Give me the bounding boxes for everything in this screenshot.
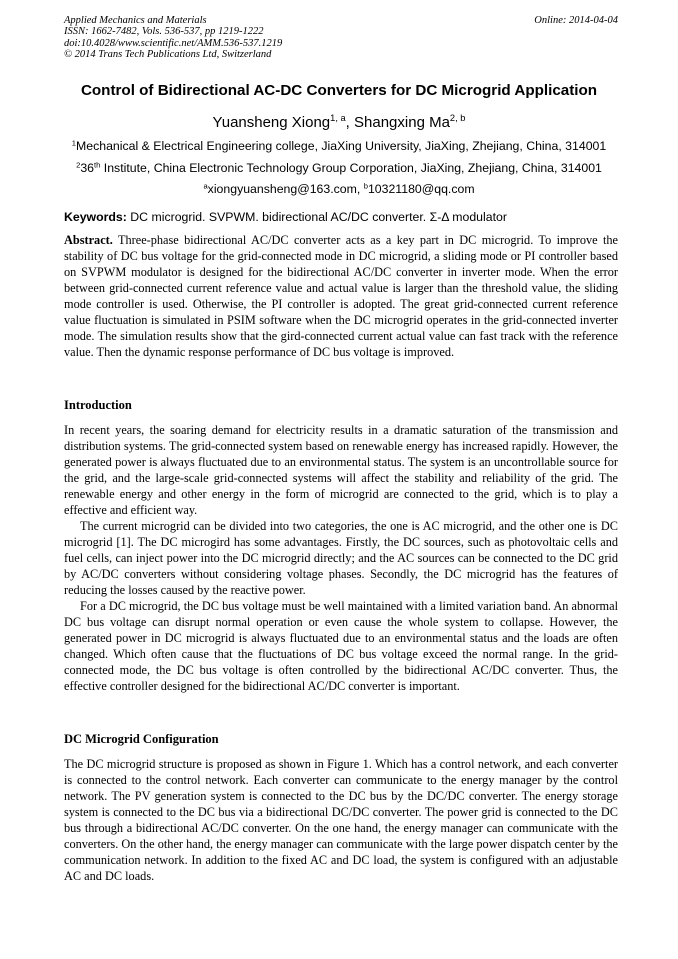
- introduction-heading: Introduction: [64, 398, 132, 412]
- affiliation-2: [0, 161, 678, 175]
- author-2-sup: 2, b: [449, 113, 466, 124]
- affiliation-2-sup: 2: [76, 160, 81, 170]
- keywords: [64, 210, 618, 224]
- abstract: [64, 232, 618, 360]
- configuration-heading: DC Microgrid Configuration: [64, 732, 219, 746]
- journal-header: [64, 15, 618, 61]
- author-1-sup: 1, a: [330, 113, 346, 124]
- configuration-paragraph-1: The DC microgrid structure is proposed as shown in Figure 1. Which has a control network, and each converter is connected to the control network. Each converter can communicate to the energy manager by the control network. The PV generation system is connected to the DC bus by the DC/DC converter. The energy storage system is connected to the DC bus via a bidirectional DC/DC converter. The power grid is connected to the DC bus through a bidirectional AC/DC converter. On the one hand, the energy manager can communicate with the converters. On the other hand, the energy manager can communicate with the large power dispatch center by the communication network. In addition to the fixed AC and DC load, the system is configured with an adjustable AC and DC loads.: [64, 757, 618, 883]
- author-separator: ,: [345, 114, 355, 131]
- keywords-label: Keywords:: [64, 210, 127, 224]
- email-b-sup: b: [363, 181, 368, 191]
- author-1: Yuansheng Xiong: [212, 114, 331, 131]
- copyright-line: © 2014 Trans Tech Publications Ltd, Switzerland: [64, 49, 272, 61]
- abstract-label: Abstract.: [64, 233, 113, 247]
- author-line: [0, 114, 678, 131]
- affiliation-1: [0, 139, 678, 153]
- author-2: Shangxing Ma: [354, 114, 450, 131]
- affiliation-1-sup: 1: [71, 138, 77, 148]
- email-a-sup: a: [203, 181, 208, 191]
- affiliation-2-th: th: [94, 160, 101, 170]
- introduction-paragraph-3-text: For a DC microgrid, the DC bus voltage must be well maintained with a limited variation band. An abnormal DC bus voltage can disrupt normal operation or even cause the whole system to collapse. However, the generated power in DC microgrid is always fluctuated due to an environmental status and the loads are often changed. Which often cause that the fluctuations of DC bus voltage exceed the normal range. In the grid-connected mode, the DC bus voltage is often controlled by the bidirectional AC/DC converter. Thus, the effective controller designed for the bidirectional AC/DC converter is important.: [64, 599, 618, 693]
- email-a: xiongyuansheng@163.com,: [207, 182, 364, 196]
- issn-line: ISSN: 1662-7482, Vols. 536-537, pp 1219-1222: [64, 26, 264, 38]
- doi-line: doi:10.4028/www.scientific.net/AMM.536-537.1219: [64, 37, 283, 49]
- affiliation-2-text: Institute, China Electronic Technology Group Corporation, JiaXing, Zhejiang, China, 314001: [100, 161, 602, 175]
- email-b: 10321180@qq.com: [367, 182, 475, 196]
- abstract-text: Three-phase bidirectional AC/DC converter acts as a key part in DC microgrid. To improve the stability of DC bus voltage for the grid-connected mode in DC microgrid, a sliding mode or PI controller based on SVPWM modulator is designed for the bidirectional AC/DC converter in inverter mode. When the error between grid-connected current reference value and actual value is larger than the threshold value, the sliding mode controller is used. Otherwise, the PI controller is adopted. The great grid-connected current reference value fluctuation is simulated in PSIM software when the DC microgrid operates in the grid-connected inverter mode. The simulation results show that the gird-connected current actual value can fast track with the reference value. Then the dynamic response performance of DC bus voltage is improved.: [64, 233, 618, 359]
- affiliation-1-text: Mechanical & Electrical Engineering college, JiaXing University, JiaXing, Zhejiang, China, 314001: [76, 139, 607, 153]
- affiliation-2-number: 36: [80, 161, 95, 175]
- journal-name: Applied Mechanics and Materials: [64, 15, 207, 26]
- online-date: Online: 2014-04-04: [534, 15, 618, 26]
- keywords-text: DC microgrid. SVPWM. bidirectional AC/DC converter. Σ-Δ modulator: [126, 210, 507, 224]
- email-line: [0, 182, 678, 196]
- introduction-paragraph-2-text: The current microgrid can be divided into two categories, the one is AC microgrid, and the other one is DC microgrid [1]. The DC microgird has some advantages. Firstly, the DC sources, such as photovoltaic cells and fuel cells, can inject power into the DC microgrid directly; and the AC sources can be connected to the DC grid by AC/DC converters without considering voltage phases. Secondly, the DC microgrid has the features of reducing the losses caused by the reactive power.: [64, 519, 618, 597]
- introduction-paragraph-1: In recent years, the soaring demand for electricity results in a dramatic saturation of the transmission and distribution systems. The grid-connected system based on renewable energy has increased rapidly. However, the generated power is always fluctuated due to an environmental status. The system is an uncontrollable source for the grid, and the large-scale grid-connected systems will affect the stability and reliability of the grid. The renewable energy and other energy in the form of microgrid are connected to the grid, which is to play a effective and efficient way.: [64, 423, 618, 517]
- introduction-paragraph-2: [64, 518, 618, 598]
- introduction-paragraph-3: [64, 598, 618, 694]
- paper-title: Control of Bidirectional AC-DC Converters for DC Microgrid Application: [80, 82, 598, 99]
